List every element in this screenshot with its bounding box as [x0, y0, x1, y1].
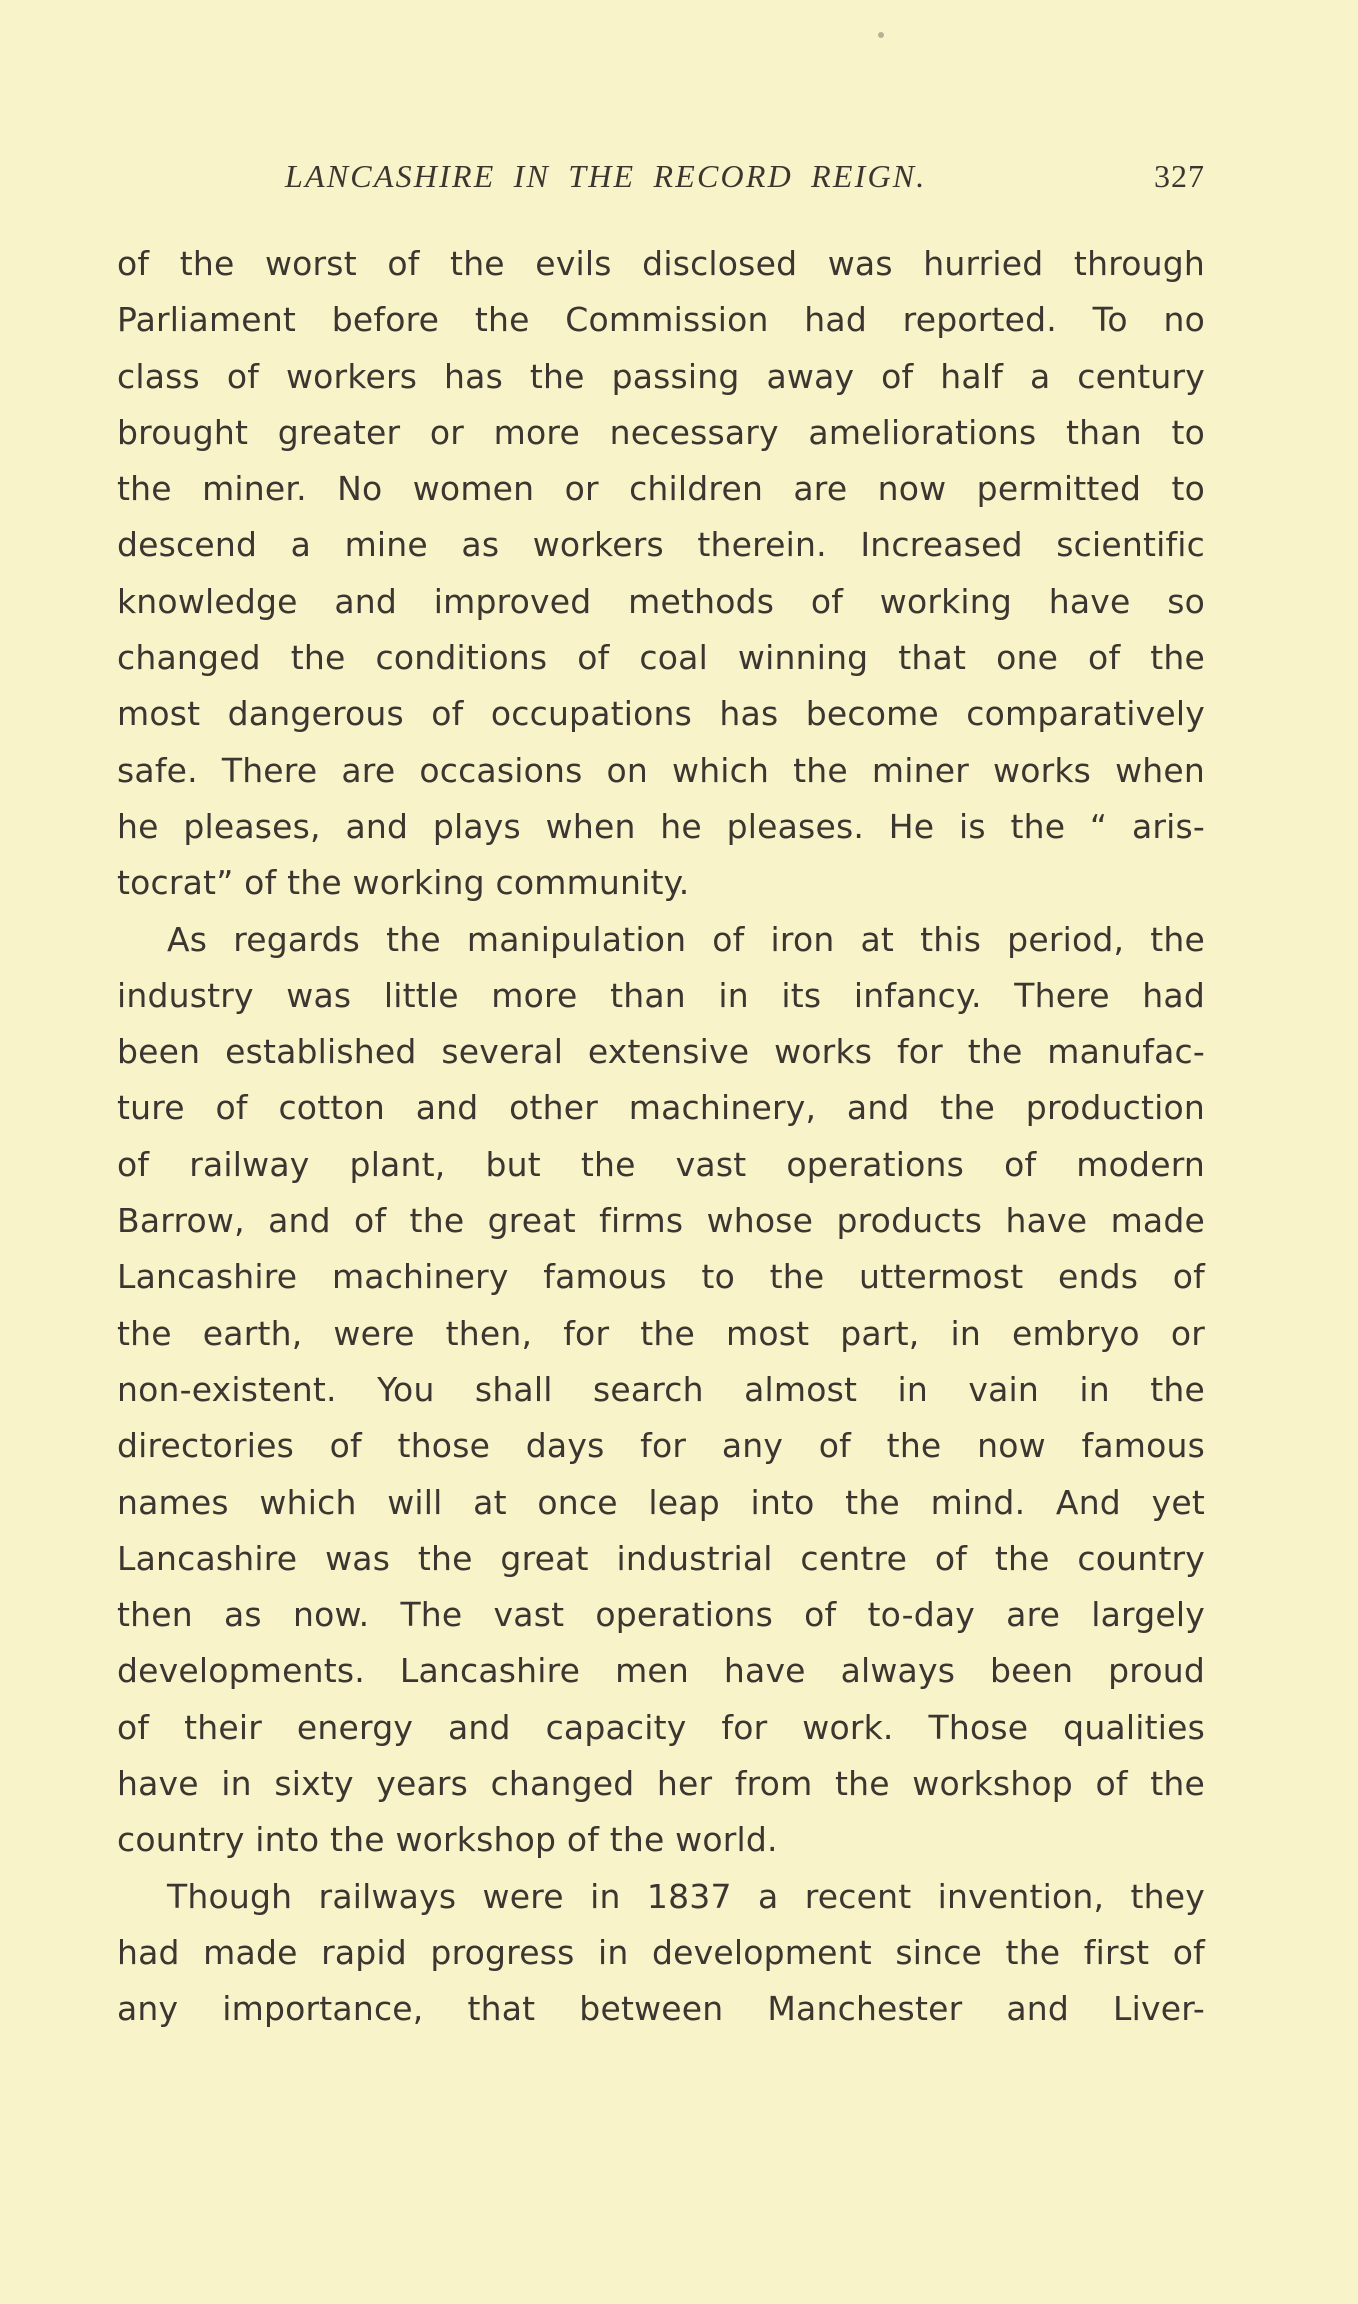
- text-line: names which will at once leap into the mind. And yet: [117, 1482, 1205, 1522]
- text-line: been established several extensive works for the manufac-: [117, 1032, 1205, 1072]
- paragraph-2: [117, 912, 1205, 1869]
- text-line: Barrow, and of the great firms whose products have made: [117, 1201, 1205, 1241]
- text-line: safe. There are occasions on which the miner works when: [117, 750, 1205, 790]
- body-text: [117, 236, 1205, 2038]
- text-line: directories of those days for any of the now famous: [117, 1426, 1205, 1466]
- text-line: tocrat” of the working community.: [117, 863, 690, 903]
- text-line: non-existent. You shall search almost in vain in the: [117, 1369, 1205, 1409]
- text-line: knowledge and improved methods of working have so: [117, 581, 1205, 621]
- text-line: Parliament before the Commission had reported. To no: [117, 300, 1205, 340]
- text-line: most dangerous of occupations has become comparatively: [117, 694, 1205, 734]
- text-line: country into the workshop of the world.: [117, 1820, 778, 1860]
- text-line: of their energy and capacity for work. Those qualities: [117, 1707, 1205, 1747]
- text-line: industry was little more than in its infancy. There had: [117, 975, 1205, 1015]
- text-line: he pleases, and plays when he pleases. He is the “ aris-: [117, 806, 1205, 846]
- running-head: [117, 158, 1205, 208]
- paper-speck: [878, 32, 884, 38]
- text-line: have in sixty years changed her from the workshop of the: [117, 1764, 1205, 1804]
- paragraph-1: [117, 236, 1205, 912]
- text-line: of railway plant, but the vast operations of modern: [117, 1144, 1205, 1184]
- text-line: the earth, were then, for the most part, in embryo or: [117, 1313, 1205, 1353]
- text-line: Though railways were in 1837 a recent invention, they: [167, 1876, 1205, 1916]
- paragraph-3: [117, 1869, 1205, 2038]
- text-line: of the worst of the evils disclosed was hurried through: [117, 244, 1205, 283]
- page-number: 327: [1154, 158, 1205, 194]
- text-line: brought greater or more necessary ameliorations than to: [117, 412, 1205, 452]
- text-line: then as now. The vast operations of to-day are largely: [117, 1595, 1205, 1635]
- running-title: LANCASHIRE IN THE RECORD REIGN.: [285, 158, 927, 194]
- text-line: class of workers has the passing away of half a century: [117, 356, 1205, 396]
- text-line: the miner. No women or children are now permitted to: [117, 469, 1205, 509]
- text-line: changed the conditions of coal winning that one of the: [117, 638, 1205, 678]
- text-line: developments. Lancashire men have always been proud: [117, 1651, 1205, 1691]
- text-line: descend a mine as workers therein. Increased scientific: [117, 525, 1205, 565]
- text-line: ture of cotton and other machinery, and the production: [117, 1088, 1205, 1128]
- text-line: Lancashire machinery famous to the uttermost ends of: [117, 1257, 1205, 1297]
- text-line: Lancashire was the great industrial centre of the country: [117, 1538, 1205, 1578]
- text-line: any importance, that between Manchester and Liver-: [117, 1989, 1205, 2029]
- text-line: As regards the manipulation of iron at this period, the: [167, 919, 1205, 959]
- text-line: had made rapid progress in development since the first of: [117, 1932, 1205, 1972]
